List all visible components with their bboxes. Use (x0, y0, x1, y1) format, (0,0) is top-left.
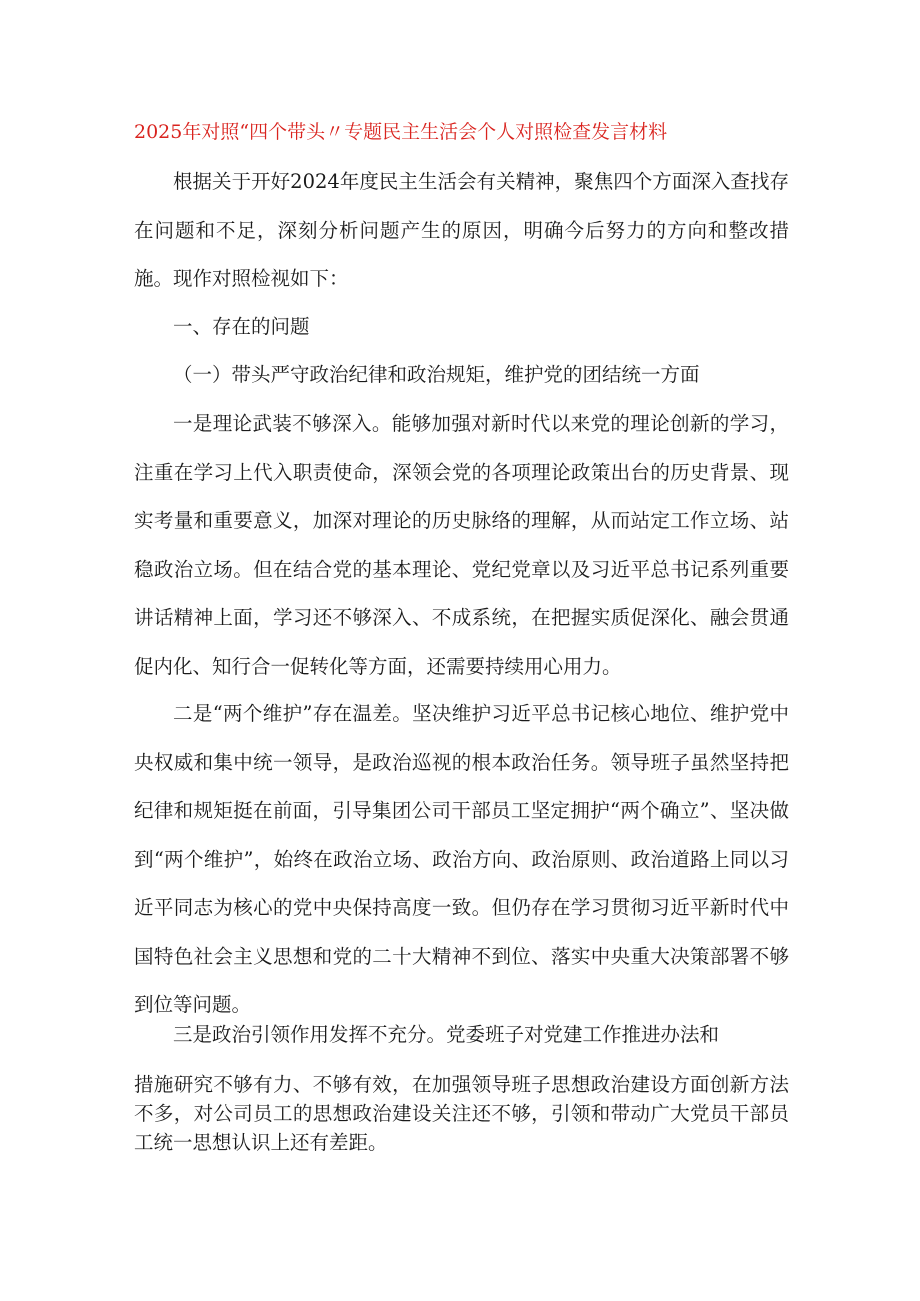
section-heading-problems: 一、存在的问题 (173, 315, 310, 338)
point-political-leadership-start: 三是政治引领作用发挥不充分。党委班子对党建工作推进办法和 (173, 1023, 720, 1046)
point-theory-study: 一是理论武装不够深入。能够加强对新时代以来党的理论创新的学习，注重在学习上代入职责使命，深领会党的各项理论政策出台的历史背景、现实考量和重要意义，加深对理论的历史脉络的理解，从而站定工作立场、站稳政治立场。但在结合党的基本理论、党纪党章以及习近平总书记系列重要讲话精神上面，学习还不够深入、不成系统，在把握实质促深化、融会贯通促内化、知行合一促转化等方面，还需要持续用心用力。 (134, 412, 789, 678)
point-political-leadership-continued: 措施研究不够有力、不够有效，在加强领导班子思想政治建设方面创新方法不多，对公司员工的思想政治建设关注还不够，引领和带动广大党员干部员工统一思想认识上还有差距。 (134, 1073, 789, 1154)
intro-paragraph: 根据关于开好2024年度民主生活会有关精神，聚焦四个方面深入查找存在问题和不足，深刻分析问题产生的原因，明确今后努力的方向和整改措施。现作对照检视如下： (134, 170, 789, 290)
subsection-heading-discipline: （一）带头严守政治纪律和政治规矩，维护党的团结统一方面 (173, 363, 700, 386)
document-title: 2025年对照“四个带头〃专题民主生活会个人对照检查发言材料 (134, 121, 668, 143)
point-two-safeguards: 二是“两个维护”存在温差。坚决维护习近平总书记核心地位、维护党中央权威和集中统一领导，是政治巡视的根本政治任务。领导班子虽然坚持把纪律和规矩挺在前面，引导集团公司干部员工坚定拥护“两个确立”、坚决做到“两个维护”，始终在政治立场、政治方向、政治原则、政治道路上同以习近平同志为核心的党中央保持高度一致。但仍存在学习贯彻习近平新时代中国特色社会主义思想和党的二十大精神不到位、落实中央重大决策部署不够到位等问题。 (134, 702, 789, 1016)
